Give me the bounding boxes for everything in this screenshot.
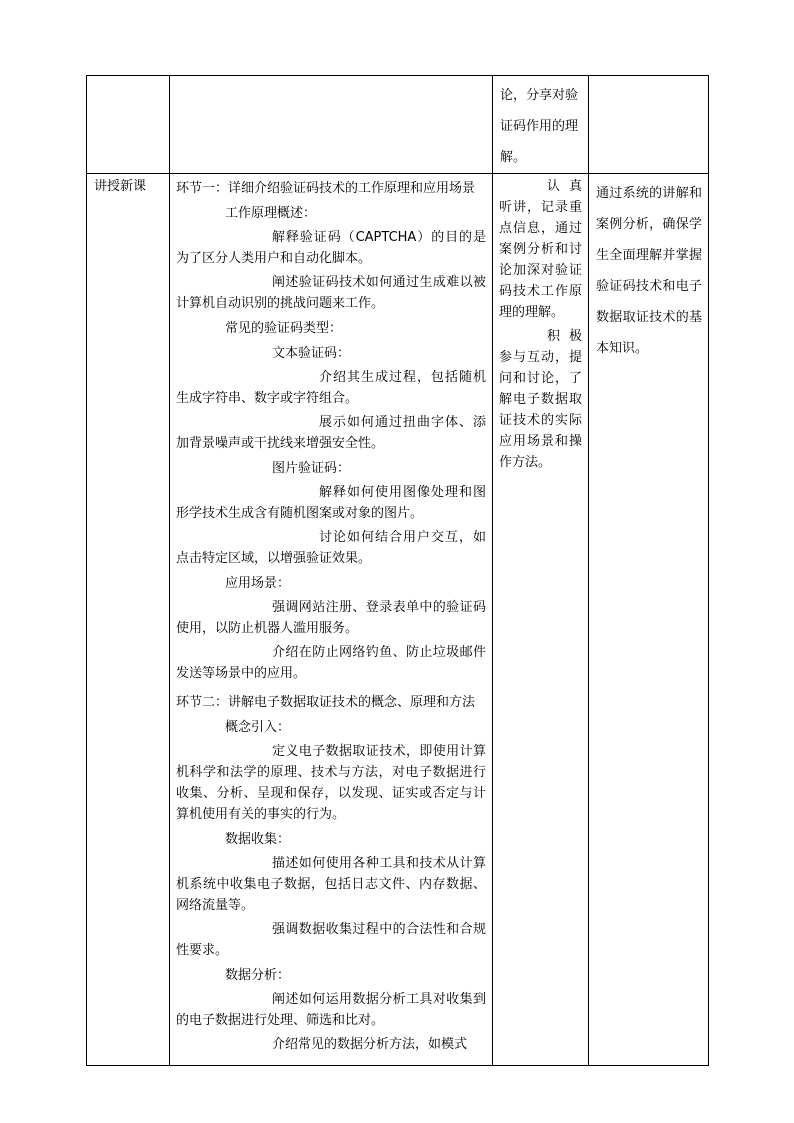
collection-paragraph-2: 强调数据收集过程中的合法性和合规性要求。	[176, 922, 486, 958]
table-row	[87, 76, 709, 174]
design-intent-cell-empty	[589, 76, 709, 174]
collection-heading: 数据收集：	[225, 832, 291, 847]
table-row	[87, 174, 709, 1066]
analysis-paragraph-2: 介绍常见的数据分析方法，如模式	[272, 1037, 468, 1052]
types-heading: 常见的验证码类型：	[225, 321, 343, 336]
scenarios-paragraph-1: 强调网站注册、登录表单中的验证码使用，以防止机器人滥用服务。	[176, 600, 486, 636]
text-captcha-paragraph-2: 展示如何通过扭曲字体、添加背景噪声或干扰线来增强安全性。	[176, 415, 486, 451]
principle-paragraph-2: 阐述验证码技术如何通过生成难以被计算机自动识别的挑战问题来工作。	[176, 275, 486, 311]
lesson-plan-table	[86, 75, 709, 1066]
content-cell-empty	[170, 76, 493, 174]
principle-heading: 工作原理概述：	[225, 206, 317, 221]
analysis-paragraph-1: 阐述如何运用数据分析工具对收集到的电子数据进行处理、筛选和比对。	[176, 992, 486, 1028]
image-captcha-paragraph-1: 解释如何使用图像处理和图形学技术生成含有随机图案或对象的图片。	[176, 485, 486, 521]
stage-label: 讲授新课	[94, 179, 147, 194]
analysis-heading: 数据分析：	[225, 968, 291, 983]
stage-cell-empty	[87, 76, 170, 174]
design-intent-text: 通过系统的讲解和案例分析，确保学生全面理解并掌握验证码技术和电子数据取证技术的基本知识。	[596, 186, 702, 356]
student-activity-paragraph-1: 认真听讲，记录重点信息，通过案例分析和讨论加深对验证码技术工作原理的理解。	[499, 179, 582, 320]
image-captcha-heading: 图片验证码：	[272, 461, 351, 476]
stage-cell	[87, 174, 170, 1066]
text-captcha-heading: 文本验证码：	[272, 346, 351, 361]
scenarios-heading: 应用场景：	[225, 576, 291, 591]
principle-paragraph-1: 解释验证码（CAPTCHA）的目的是为了区分人类用户和自动化脚本。	[176, 230, 486, 266]
scenarios-paragraph-2: 介绍在防止网络钓鱼、防止垃圾邮件发送等场景中的应用。	[176, 645, 486, 681]
student-note-text: 论，分享对验证码作用的理解。	[500, 88, 579, 165]
student-activity-cell	[493, 174, 589, 1066]
section2-title: 环节二：讲解电子数据取证技术的概念、原理和方法	[176, 695, 476, 710]
image-captcha-paragraph-2: 讨论如何结合用户交互，如点击特定区域，以增强验证效果。	[176, 530, 486, 566]
teaching-content-cell	[170, 174, 493, 1066]
collection-paragraph-1: 描述如何使用各种工具和技术从计算机系统中收集电子数据，包括日志文件、内存数据、网络流量等。	[176, 856, 486, 913]
section1-title: 环节一：详细介绍验证码技术的工作原理和应用场景	[176, 181, 476, 196]
concept-paragraph: 定义电子数据取证技术，即使用计算机科学和法学的原理、技术与方法，对电子数据进行收集、分析、呈现和保存，以发现、证实或否定与计算机使用有关的事实的行为。	[176, 744, 486, 822]
text-captcha-paragraph-1: 介绍其生成过程，包括随机生成字符串、数字或字符组合。	[176, 370, 486, 406]
design-intent-cell	[589, 174, 709, 1066]
concept-heading: 概念引入：	[225, 720, 291, 735]
student-activity-cell	[493, 76, 589, 174]
student-activity-paragraph-2: 积极参与互动，提问和讨论，了解电子数据取证技术的实际应用场景和操作方法。	[499, 329, 582, 470]
